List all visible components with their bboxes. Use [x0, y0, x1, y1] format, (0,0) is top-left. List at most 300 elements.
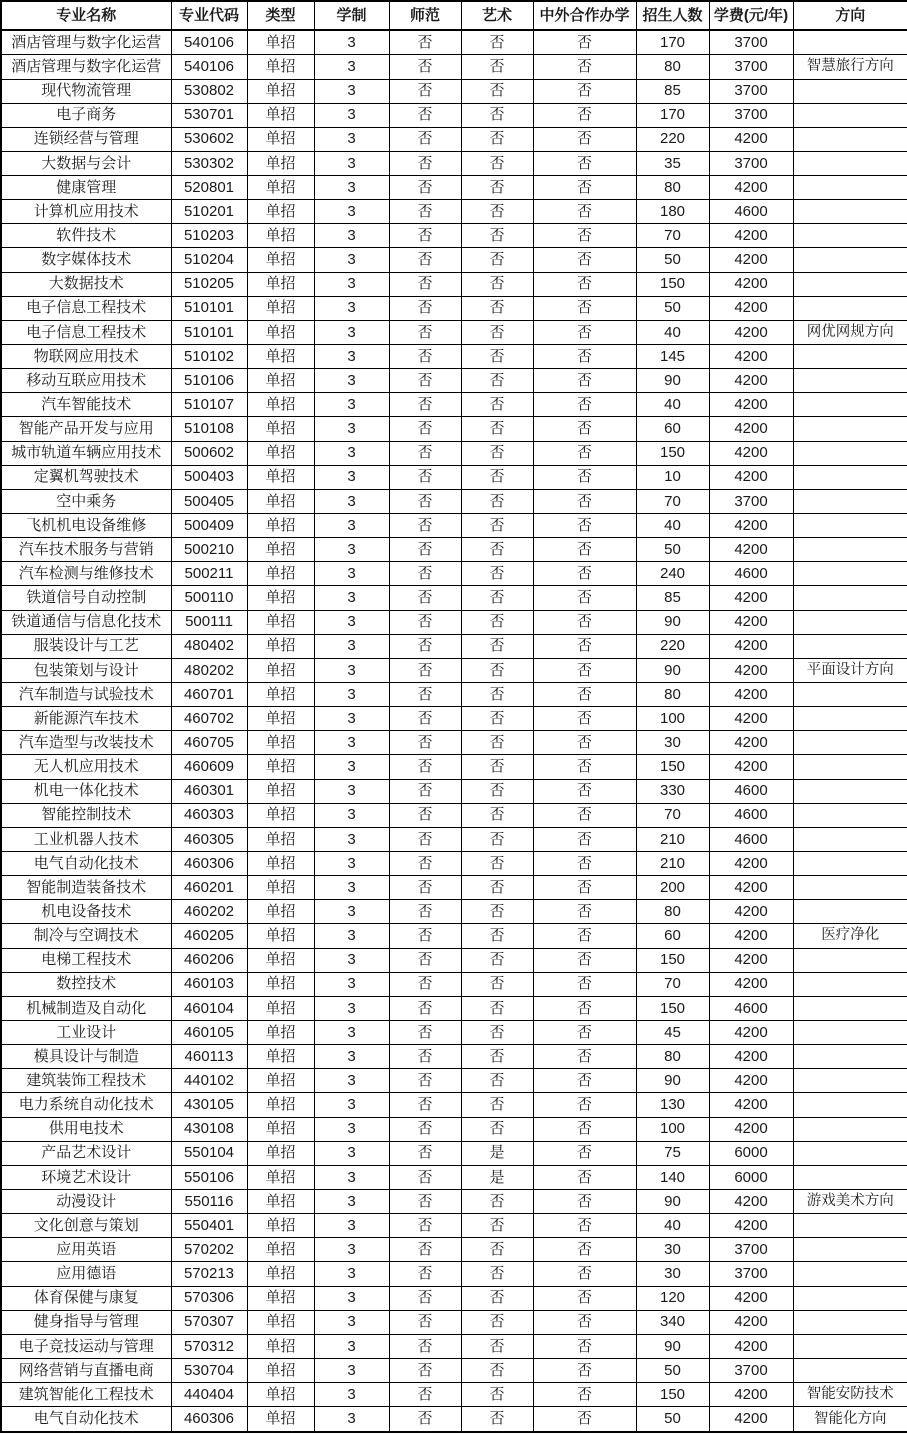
cell-major-code: 550401 — [171, 1214, 247, 1238]
table-row — [1, 176, 907, 200]
cell-duration: 3 — [314, 1310, 389, 1334]
cell-coop: 否 — [533, 1141, 636, 1165]
cell-major-code: 530302 — [171, 151, 247, 175]
cell-major-name: 数字媒体技术 — [1, 248, 171, 272]
cell-direction — [793, 900, 907, 924]
cell-tuition: 6000 — [709, 1141, 793, 1165]
cell-type: 单招 — [247, 1286, 314, 1310]
table-row — [1, 827, 907, 851]
cell-art: 否 — [461, 1407, 533, 1432]
cell-normal: 否 — [389, 417, 461, 441]
cell-direction: 平面设计方向 — [793, 658, 907, 682]
table-row — [1, 1407, 907, 1432]
cell-enrollment: 170 — [636, 103, 709, 127]
cell-major-code: 460305 — [171, 827, 247, 851]
cell-art: 否 — [461, 272, 533, 296]
cell-coop: 否 — [533, 972, 636, 996]
cell-coop: 否 — [533, 417, 636, 441]
cell-major-name: 电子信息工程技术 — [1, 296, 171, 320]
cell-normal: 否 — [389, 683, 461, 707]
cell-duration: 3 — [314, 1189, 389, 1213]
cell-tuition: 4200 — [709, 320, 793, 344]
cell-enrollment: 130 — [636, 1093, 709, 1117]
cell-coop: 否 — [533, 489, 636, 513]
cell-type: 单招 — [247, 610, 314, 634]
cell-normal: 否 — [389, 345, 461, 369]
table-row — [1, 1286, 907, 1310]
cell-normal: 否 — [389, 1238, 461, 1262]
cell-duration: 3 — [314, 876, 389, 900]
table-row — [1, 972, 907, 996]
cell-type: 单招 — [247, 200, 314, 224]
cell-tuition: 4200 — [709, 514, 793, 538]
cell-duration: 3 — [314, 1383, 389, 1407]
cell-duration: 3 — [314, 1165, 389, 1189]
cell-enrollment: 210 — [636, 827, 709, 851]
cell-major-name: 机电设备技术 — [1, 900, 171, 924]
cell-direction: 游戏美术方向 — [793, 1189, 907, 1213]
cell-major-name: 空中乘务 — [1, 489, 171, 513]
table-row — [1, 1334, 907, 1358]
cell-major-code: 500405 — [171, 489, 247, 513]
cell-direction — [793, 586, 907, 610]
cell-enrollment: 90 — [636, 1189, 709, 1213]
cell-type: 单招 — [247, 538, 314, 562]
table-row — [1, 876, 907, 900]
cell-major-code: 570306 — [171, 1286, 247, 1310]
table-row — [1, 465, 907, 489]
table-row — [1, 248, 907, 272]
cell-tuition: 4200 — [709, 852, 793, 876]
cell-direction — [793, 1020, 907, 1044]
cell-art: 否 — [461, 972, 533, 996]
cell-normal: 否 — [389, 1141, 461, 1165]
cell-coop: 否 — [533, 103, 636, 127]
cell-duration: 3 — [314, 1069, 389, 1093]
cell-major-code: 510108 — [171, 417, 247, 441]
cell-duration: 3 — [314, 996, 389, 1020]
cell-enrollment: 200 — [636, 876, 709, 900]
cell-type: 单招 — [247, 393, 314, 417]
cell-enrollment: 50 — [636, 296, 709, 320]
cell-art: 否 — [461, 1117, 533, 1141]
cell-normal: 否 — [389, 79, 461, 103]
cell-art: 否 — [461, 658, 533, 682]
cell-major-name: 包装策划与设计 — [1, 658, 171, 682]
cell-enrollment: 80 — [636, 900, 709, 924]
cell-type: 单招 — [247, 151, 314, 175]
cell-coop: 否 — [533, 30, 636, 55]
cell-direction — [793, 683, 907, 707]
cell-art: 否 — [461, 248, 533, 272]
cell-normal: 否 — [389, 1262, 461, 1286]
cell-duration: 3 — [314, 562, 389, 586]
cell-normal: 否 — [389, 586, 461, 610]
cell-normal: 否 — [389, 248, 461, 272]
cell-type: 单招 — [247, 1093, 314, 1117]
cell-major-name: 移动互联应用技术 — [1, 369, 171, 393]
cell-duration: 3 — [314, 489, 389, 513]
cell-type: 单招 — [247, 1117, 314, 1141]
cell-duration: 3 — [314, 79, 389, 103]
cell-major-code: 500111 — [171, 610, 247, 634]
cell-major-code: 500110 — [171, 586, 247, 610]
cell-art: 否 — [461, 1262, 533, 1286]
table-row — [1, 1093, 907, 1117]
cell-duration: 3 — [314, 224, 389, 248]
table-row — [1, 707, 907, 731]
cell-major-code: 460705 — [171, 731, 247, 755]
cell-major-code: 460301 — [171, 779, 247, 803]
cell-duration: 3 — [314, 1238, 389, 1262]
cell-enrollment: 60 — [636, 924, 709, 948]
cell-major-code: 460113 — [171, 1045, 247, 1069]
cell-type: 单招 — [247, 369, 314, 393]
cell-tuition: 4200 — [709, 176, 793, 200]
cell-coop: 否 — [533, 200, 636, 224]
cell-coop: 否 — [533, 1262, 636, 1286]
cell-type: 单招 — [247, 996, 314, 1020]
cell-duration: 3 — [314, 55, 389, 79]
cell-direction — [793, 1286, 907, 1310]
cell-major-name: 健康管理 — [1, 176, 171, 200]
cell-art: 否 — [461, 610, 533, 634]
cell-type: 单招 — [247, 876, 314, 900]
cell-tuition: 4200 — [709, 393, 793, 417]
cell-coop: 否 — [533, 79, 636, 103]
cell-duration: 3 — [314, 200, 389, 224]
cell-tuition: 4200 — [709, 1045, 793, 1069]
cell-art: 否 — [461, 900, 533, 924]
cell-type: 单招 — [247, 1069, 314, 1093]
cell-direction: 网优网规方向 — [793, 320, 907, 344]
cell-direction: 智慧旅行方向 — [793, 55, 907, 79]
cell-coop: 否 — [533, 441, 636, 465]
table-row — [1, 1214, 907, 1238]
cell-type: 单招 — [247, 1262, 314, 1286]
cell-duration: 3 — [314, 707, 389, 731]
cell-duration: 3 — [314, 900, 389, 924]
cell-normal: 否 — [389, 538, 461, 562]
cell-coop: 否 — [533, 1358, 636, 1382]
cell-major-code: 430108 — [171, 1117, 247, 1141]
table-row — [1, 1189, 907, 1213]
cell-direction — [793, 996, 907, 1020]
cell-art: 否 — [461, 30, 533, 55]
cell-type: 单招 — [247, 1238, 314, 1262]
cell-major-code: 460205 — [171, 924, 247, 948]
cell-coop: 否 — [533, 1286, 636, 1310]
cell-coop: 否 — [533, 779, 636, 803]
cell-major-code: 510204 — [171, 248, 247, 272]
cell-enrollment: 70 — [636, 489, 709, 513]
cell-major-code: 460104 — [171, 996, 247, 1020]
cell-enrollment: 40 — [636, 320, 709, 344]
cell-normal: 否 — [389, 634, 461, 658]
cell-normal: 否 — [389, 1383, 461, 1407]
cell-duration: 3 — [314, 803, 389, 827]
cell-type: 单招 — [247, 658, 314, 682]
cell-art: 否 — [461, 1286, 533, 1310]
cell-enrollment: 30 — [636, 1238, 709, 1262]
cell-art: 否 — [461, 127, 533, 151]
table-body — [1, 30, 907, 1432]
cell-coop: 否 — [533, 55, 636, 79]
cell-direction — [793, 562, 907, 586]
cell-normal: 否 — [389, 1165, 461, 1189]
cell-major-name: 连锁经营与管理 — [1, 127, 171, 151]
cell-enrollment: 90 — [636, 658, 709, 682]
cell-type: 单招 — [247, 731, 314, 755]
cell-normal: 否 — [389, 1020, 461, 1044]
cell-major-name: 供用电技术 — [1, 1117, 171, 1141]
table-row — [1, 562, 907, 586]
cell-coop: 否 — [533, 586, 636, 610]
cell-art: 否 — [461, 779, 533, 803]
cell-normal: 否 — [389, 876, 461, 900]
cell-direction — [793, 852, 907, 876]
cell-major-name: 工业机器人技术 — [1, 827, 171, 851]
cell-duration: 3 — [314, 1334, 389, 1358]
cell-type: 单招 — [247, 755, 314, 779]
cell-tuition: 4600 — [709, 779, 793, 803]
cell-tuition: 4200 — [709, 1069, 793, 1093]
col-header-tuition: 学费(元/年) — [709, 1, 793, 30]
cell-enrollment: 30 — [636, 1262, 709, 1286]
cell-direction — [793, 465, 907, 489]
cell-type: 单招 — [247, 176, 314, 200]
cell-duration: 3 — [314, 272, 389, 296]
cell-enrollment: 75 — [636, 1141, 709, 1165]
cell-enrollment: 40 — [636, 393, 709, 417]
cell-tuition: 4200 — [709, 924, 793, 948]
cell-coop: 否 — [533, 755, 636, 779]
cell-major-code: 510101 — [171, 296, 247, 320]
cell-tuition: 4200 — [709, 731, 793, 755]
cell-enrollment: 150 — [636, 948, 709, 972]
cell-enrollment: 40 — [636, 514, 709, 538]
cell-type: 单招 — [247, 489, 314, 513]
cell-major-name: 电力系统自动化技术 — [1, 1093, 171, 1117]
cell-type: 单招 — [247, 634, 314, 658]
table-row — [1, 1310, 907, 1334]
cell-major-name: 制冷与空调技术 — [1, 924, 171, 948]
cell-enrollment: 70 — [636, 224, 709, 248]
cell-coop: 否 — [533, 707, 636, 731]
cell-coop: 否 — [533, 369, 636, 393]
cell-coop: 否 — [533, 683, 636, 707]
cell-enrollment: 80 — [636, 1045, 709, 1069]
cell-enrollment: 220 — [636, 634, 709, 658]
cell-tuition: 3700 — [709, 55, 793, 79]
cell-direction — [793, 1214, 907, 1238]
cell-tuition: 4200 — [709, 1407, 793, 1432]
cell-major-code: 460103 — [171, 972, 247, 996]
cell-tuition: 4200 — [709, 755, 793, 779]
cell-major-name: 体育保健与康复 — [1, 1286, 171, 1310]
cell-duration: 3 — [314, 827, 389, 851]
cell-type: 单招 — [247, 1334, 314, 1358]
cell-enrollment: 85 — [636, 79, 709, 103]
table-row — [1, 320, 907, 344]
cell-coop: 否 — [533, 1045, 636, 1069]
cell-enrollment: 150 — [636, 441, 709, 465]
cell-art: 否 — [461, 683, 533, 707]
cell-major-name: 定翼机驾驶技术 — [1, 465, 171, 489]
cell-major-name: 汽车技术服务与营销 — [1, 538, 171, 562]
cell-direction — [793, 417, 907, 441]
cell-major-name: 产品艺术设计 — [1, 1141, 171, 1165]
cell-coop: 否 — [533, 1093, 636, 1117]
cell-normal: 否 — [389, 1189, 461, 1213]
cell-tuition: 4200 — [709, 972, 793, 996]
cell-tuition: 3700 — [709, 30, 793, 55]
cell-enrollment: 150 — [636, 755, 709, 779]
cell-coop: 否 — [533, 1165, 636, 1189]
cell-type: 单招 — [247, 127, 314, 151]
cell-tuition: 4200 — [709, 586, 793, 610]
cell-major-name: 汽车智能技术 — [1, 393, 171, 417]
cell-art: 否 — [461, 393, 533, 417]
cell-enrollment: 80 — [636, 55, 709, 79]
cell-major-code: 460206 — [171, 948, 247, 972]
cell-enrollment: 140 — [636, 1165, 709, 1189]
cell-major-code: 460202 — [171, 900, 247, 924]
cell-normal: 否 — [389, 972, 461, 996]
cell-normal: 否 — [389, 103, 461, 127]
cell-enrollment: 80 — [636, 176, 709, 200]
cell-normal: 否 — [389, 1045, 461, 1069]
cell-type: 单招 — [247, 1214, 314, 1238]
cell-direction — [793, 103, 907, 127]
cell-major-name: 数控技术 — [1, 972, 171, 996]
cell-coop: 否 — [533, 296, 636, 320]
cell-enrollment: 45 — [636, 1020, 709, 1044]
cell-coop: 否 — [533, 1020, 636, 1044]
col-header-major-name: 专业名称 — [1, 1, 171, 30]
cell-duration: 3 — [314, 320, 389, 344]
cell-type: 单招 — [247, 320, 314, 344]
cell-normal: 否 — [389, 948, 461, 972]
cell-tuition: 4200 — [709, 248, 793, 272]
cell-direction — [793, 176, 907, 200]
cell-enrollment: 170 — [636, 30, 709, 55]
cell-art: 否 — [461, 1383, 533, 1407]
table-row — [1, 151, 907, 175]
cell-tuition: 4200 — [709, 1334, 793, 1358]
cell-major-code: 570307 — [171, 1310, 247, 1334]
table-row — [1, 900, 907, 924]
cell-tuition: 4200 — [709, 296, 793, 320]
cell-coop: 否 — [533, 1407, 636, 1432]
cell-major-name: 机电一体化技术 — [1, 779, 171, 803]
cell-major-code: 440102 — [171, 1069, 247, 1093]
cell-major-name: 网络营销与直播电商 — [1, 1358, 171, 1382]
table-row — [1, 417, 907, 441]
cell-enrollment: 340 — [636, 1310, 709, 1334]
table-row — [1, 272, 907, 296]
cell-tuition: 4200 — [709, 707, 793, 731]
cell-major-name: 电子竞技运动与管理 — [1, 1334, 171, 1358]
cell-major-code: 510106 — [171, 369, 247, 393]
cell-tuition: 4200 — [709, 369, 793, 393]
cell-tuition: 4200 — [709, 658, 793, 682]
cell-duration: 3 — [314, 465, 389, 489]
cell-major-code: 460702 — [171, 707, 247, 731]
cell-tuition: 4200 — [709, 465, 793, 489]
cell-art: 否 — [461, 1189, 533, 1213]
cell-duration: 3 — [314, 948, 389, 972]
cell-major-code: 460306 — [171, 852, 247, 876]
cell-normal: 否 — [389, 707, 461, 731]
cell-major-name: 智能产品开发与应用 — [1, 417, 171, 441]
cell-normal: 否 — [389, 30, 461, 55]
cell-coop: 否 — [533, 731, 636, 755]
cell-major-name: 文化创意与策划 — [1, 1214, 171, 1238]
cell-art: 是 — [461, 1165, 533, 1189]
cell-type: 单招 — [247, 586, 314, 610]
cell-tuition: 3700 — [709, 151, 793, 175]
cell-tuition: 4200 — [709, 1189, 793, 1213]
cell-major-code: 550116 — [171, 1189, 247, 1213]
cell-type: 单招 — [247, 1189, 314, 1213]
cell-duration: 3 — [314, 393, 389, 417]
table-row — [1, 538, 907, 562]
cell-coop: 否 — [533, 948, 636, 972]
cell-direction — [793, 1334, 907, 1358]
cell-direction — [793, 538, 907, 562]
cell-normal: 否 — [389, 127, 461, 151]
cell-coop: 否 — [533, 900, 636, 924]
cell-art: 否 — [461, 296, 533, 320]
cell-tuition: 4600 — [709, 562, 793, 586]
cell-type: 单招 — [247, 1165, 314, 1189]
cell-tuition: 4600 — [709, 803, 793, 827]
cell-direction — [793, 1069, 907, 1093]
cell-direction — [793, 489, 907, 513]
cell-coop: 否 — [533, 151, 636, 175]
cell-duration: 3 — [314, 634, 389, 658]
cell-duration: 3 — [314, 1141, 389, 1165]
cell-type: 单招 — [247, 441, 314, 465]
table-row — [1, 393, 907, 417]
cell-normal: 否 — [389, 1358, 461, 1382]
cell-coop: 否 — [533, 1117, 636, 1141]
cell-direction — [793, 755, 907, 779]
cell-major-name: 软件技术 — [1, 224, 171, 248]
cell-type: 单招 — [247, 1141, 314, 1165]
cell-coop: 否 — [533, 803, 636, 827]
cell-normal: 否 — [389, 852, 461, 876]
cell-direction — [793, 272, 907, 296]
cell-normal: 否 — [389, 176, 461, 200]
cell-tuition: 4200 — [709, 1093, 793, 1117]
cell-duration: 3 — [314, 176, 389, 200]
cell-major-code: 540106 — [171, 55, 247, 79]
table-row — [1, 103, 907, 127]
cell-major-code: 500409 — [171, 514, 247, 538]
cell-normal: 否 — [389, 272, 461, 296]
cell-normal: 否 — [389, 369, 461, 393]
cell-normal: 否 — [389, 900, 461, 924]
cell-art: 否 — [461, 465, 533, 489]
cell-duration: 3 — [314, 683, 389, 707]
table-row — [1, 586, 907, 610]
cell-duration: 3 — [314, 248, 389, 272]
cell-duration: 3 — [314, 1214, 389, 1238]
table-row — [1, 224, 907, 248]
cell-enrollment: 330 — [636, 779, 709, 803]
